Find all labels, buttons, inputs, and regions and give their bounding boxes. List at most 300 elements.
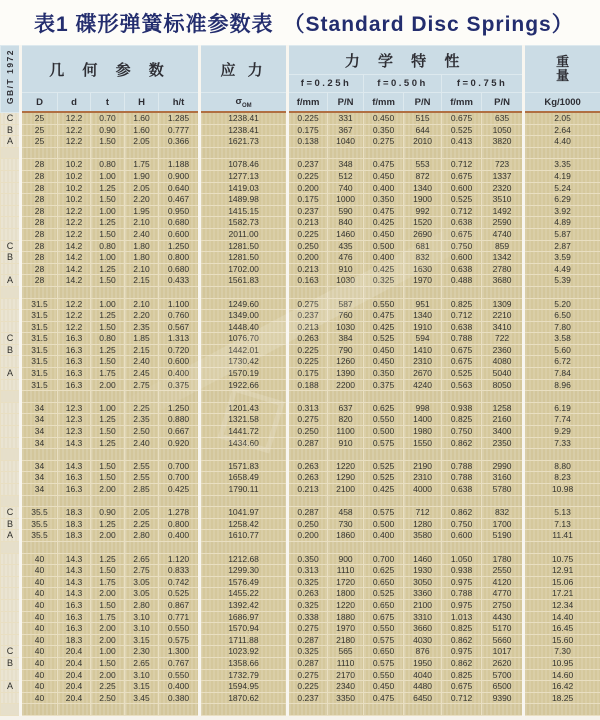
value-cell: 0.675 xyxy=(364,611,404,623)
value-cell xyxy=(91,449,125,461)
value-cell: 1700 xyxy=(482,518,524,530)
value-cell: 31.5 xyxy=(21,298,58,310)
col-header-ht: h/t xyxy=(159,93,200,113)
series-label-cell: C xyxy=(1,112,21,124)
value-cell: 0.450 xyxy=(364,112,404,124)
value-cell: 6.19 xyxy=(524,402,600,414)
value-cell: 3510 xyxy=(482,194,524,206)
value-cell: 6500 xyxy=(482,681,524,693)
table-row xyxy=(1,623,600,635)
value-cell: 1.50 xyxy=(91,426,125,438)
value-cell: 3580 xyxy=(404,530,442,542)
series-label-cell: B xyxy=(1,657,21,669)
value-cell: 28 xyxy=(21,252,58,264)
value-cell: 0.400 xyxy=(159,368,200,380)
value-cell: 0.625 xyxy=(364,565,404,577)
value-cell xyxy=(21,704,58,716)
value-cell: 1249.60 xyxy=(200,298,288,310)
value-cell: 0.625 xyxy=(364,402,404,414)
series-label-cell: B xyxy=(1,252,21,264)
value-cell: 40 xyxy=(21,646,58,658)
value-cell xyxy=(159,286,200,298)
value-cell: 2.85 xyxy=(125,484,159,496)
value-cell xyxy=(328,541,364,553)
value-cell: 28 xyxy=(21,194,58,206)
value-cell: 0.213 xyxy=(288,263,328,275)
series-label-cell xyxy=(1,565,21,577)
value-cell: 7.30 xyxy=(524,646,600,658)
value-cell: 1030 xyxy=(328,275,364,287)
value-cell: 1.25 xyxy=(91,518,125,530)
value-cell: 40 xyxy=(21,634,58,646)
value-cell: 1900 xyxy=(404,194,442,206)
series-label-cell xyxy=(1,704,21,716)
value-cell: 1610.77 xyxy=(200,530,288,542)
value-cell xyxy=(288,541,328,553)
value-cell: 2.25 xyxy=(125,518,159,530)
value-cell xyxy=(58,391,91,403)
value-cell: 1.188 xyxy=(159,159,200,171)
value-cell: 0.675 xyxy=(442,228,482,240)
value-cell: 12.3 xyxy=(58,426,91,438)
series-label-cell xyxy=(1,460,21,472)
value-cell: 35.5 xyxy=(21,518,58,530)
separator-row xyxy=(1,541,600,553)
value-cell: 832 xyxy=(404,252,442,264)
value-cell: 16.3 xyxy=(58,611,91,623)
value-cell: 1220 xyxy=(328,599,364,611)
value-cell: 458 xyxy=(328,507,364,519)
value-cell: 0.638 xyxy=(442,484,482,496)
value-cell: 0.70 xyxy=(91,112,125,124)
value-cell: 2.25 xyxy=(125,402,159,414)
series-label-cell: C xyxy=(1,507,21,519)
table-row xyxy=(1,426,600,438)
value-cell: 1040 xyxy=(328,136,364,148)
value-cell xyxy=(91,391,125,403)
table-row xyxy=(1,681,600,693)
value-cell xyxy=(58,495,91,507)
value-cell xyxy=(404,704,442,716)
series-label-cell xyxy=(1,588,21,600)
value-cell: 1220 xyxy=(328,460,364,472)
value-cell: 0.237 xyxy=(288,310,328,322)
col-header-H: H xyxy=(125,93,159,113)
value-cell: 10.2 xyxy=(58,194,91,206)
value-cell: 0.225 xyxy=(288,681,328,693)
value-cell: 0.500 xyxy=(364,240,404,252)
value-cell: 2.10 xyxy=(125,298,159,310)
table-row xyxy=(1,321,600,333)
value-cell: 1358.66 xyxy=(200,657,288,669)
value-cell xyxy=(404,449,442,461)
value-cell: 1550 xyxy=(404,437,442,449)
value-cell: 40 xyxy=(21,669,58,681)
value-cell: 367 xyxy=(328,124,364,136)
value-cell: 0.225 xyxy=(288,170,328,182)
value-cell: 0.375 xyxy=(159,379,200,391)
value-cell: 0.488 xyxy=(442,275,482,287)
value-cell: 0.712 xyxy=(442,310,482,322)
series-label-cell xyxy=(1,194,21,206)
value-cell: 2.00 xyxy=(91,379,125,391)
value-cell: 723 xyxy=(482,159,524,171)
value-cell: 1.85 xyxy=(125,333,159,345)
value-cell: 2100 xyxy=(328,484,364,496)
value-cell: 1238.41 xyxy=(200,112,288,124)
value-cell: 31.5 xyxy=(21,379,58,391)
value-cell: 722 xyxy=(482,333,524,345)
value-cell: 0.950 xyxy=(159,205,200,217)
value-cell: 2.80 xyxy=(125,599,159,611)
value-cell: 4.49 xyxy=(524,263,600,275)
table-row xyxy=(1,170,600,182)
value-cell xyxy=(200,286,288,298)
value-cell: 2670 xyxy=(404,368,442,380)
value-cell: 0.575 xyxy=(364,507,404,519)
value-cell: 0.825 xyxy=(442,669,482,681)
value-cell: 4120 xyxy=(482,576,524,588)
value-cell: 3.92 xyxy=(524,205,600,217)
value-cell: 859 xyxy=(482,240,524,252)
value-cell: 0.313 xyxy=(288,565,328,577)
value-cell: 0.638 xyxy=(442,321,482,333)
value-cell: 2.40 xyxy=(125,356,159,368)
value-cell: 4740 xyxy=(482,228,524,240)
value-cell xyxy=(364,391,404,403)
value-cell: 0.213 xyxy=(288,484,328,496)
value-cell xyxy=(58,286,91,298)
value-cell xyxy=(364,704,404,716)
value-cell: 2340 xyxy=(328,681,364,693)
value-cell: 14.2 xyxy=(58,263,91,275)
table-body xyxy=(1,112,600,715)
value-cell: 0.771 xyxy=(159,611,200,623)
value-cell: 1.00 xyxy=(91,298,125,310)
value-cell: 0.467 xyxy=(159,194,200,206)
value-cell: 3.05 xyxy=(125,576,159,588)
value-cell: 1201.43 xyxy=(200,402,288,414)
value-cell: 1576.49 xyxy=(200,576,288,588)
value-cell: 0.80 xyxy=(91,159,125,171)
series-label-cell xyxy=(1,449,21,461)
value-cell: 1.25 xyxy=(91,437,125,449)
value-cell: 0.825 xyxy=(442,298,482,310)
value-cell xyxy=(125,286,159,298)
table-row xyxy=(1,333,600,345)
value-cell: 1.50 xyxy=(91,599,125,611)
value-cell: 2.35 xyxy=(125,414,159,426)
table-row xyxy=(1,182,600,194)
value-cell: 20.4 xyxy=(58,669,91,681)
value-cell: 0.313 xyxy=(288,402,328,414)
value-cell: 34 xyxy=(21,426,58,438)
disc-spring-parameter-table xyxy=(0,45,600,716)
value-cell: 2200 xyxy=(328,379,364,391)
value-cell: 8.96 xyxy=(524,379,600,391)
value-cell: 3360 xyxy=(404,588,442,600)
value-cell: 35.5 xyxy=(21,507,58,519)
value-cell: 1.285 xyxy=(159,112,200,124)
value-cell: 1.75 xyxy=(91,611,125,623)
value-cell: 0.213 xyxy=(288,217,328,229)
value-cell: 3350 xyxy=(328,692,364,704)
table-row xyxy=(1,194,600,206)
value-cell: 2320 xyxy=(482,182,524,194)
value-cell: 14.3 xyxy=(58,553,91,565)
value-cell: 0.450 xyxy=(364,170,404,182)
value-cell: 876 xyxy=(404,646,442,658)
value-cell: 16.3 xyxy=(58,368,91,380)
series-label-cell: A xyxy=(1,275,21,287)
value-cell: 0.80 xyxy=(91,240,125,252)
value-cell: 10.2 xyxy=(58,170,91,182)
value-cell xyxy=(442,541,482,553)
value-cell: 14.40 xyxy=(524,611,600,623)
series-label-cell xyxy=(1,437,21,449)
value-cell: 20.4 xyxy=(58,692,91,704)
value-cell: 2.40 xyxy=(125,228,159,240)
value-cell: 2550 xyxy=(482,565,524,577)
value-cell: 0.400 xyxy=(364,252,404,264)
value-cell: 0.525 xyxy=(364,472,404,484)
value-cell: 0.550 xyxy=(159,669,200,681)
deflection-025h-header: f=0.25h xyxy=(288,75,364,93)
value-cell: 0.425 xyxy=(364,484,404,496)
value-cell: 1.25 xyxy=(91,414,125,426)
value-cell xyxy=(442,286,482,298)
value-cell: 0.650 xyxy=(364,576,404,588)
value-cell: 34 xyxy=(21,414,58,426)
value-cell xyxy=(200,704,288,716)
value-cell: 0.325 xyxy=(364,275,404,287)
value-cell xyxy=(159,391,200,403)
value-cell: 2.65 xyxy=(125,553,159,565)
value-cell xyxy=(328,147,364,159)
value-cell xyxy=(125,147,159,159)
value-cell: 40 xyxy=(21,565,58,577)
value-cell: 8.23 xyxy=(524,472,600,484)
value-cell: 14.2 xyxy=(58,240,91,252)
value-cell: 9.29 xyxy=(524,426,600,438)
value-cell: 0.567 xyxy=(159,321,200,333)
value-cell: 0.275 xyxy=(288,623,328,635)
value-cell: 0.650 xyxy=(364,646,404,658)
value-cell: 31.5 xyxy=(21,356,58,368)
value-cell: 1281.50 xyxy=(200,252,288,264)
table-row xyxy=(1,159,600,171)
value-cell: 3050 xyxy=(404,576,442,588)
value-cell xyxy=(200,541,288,553)
value-cell: 1277.13 xyxy=(200,170,288,182)
value-cell: 4770 xyxy=(482,588,524,600)
table-row xyxy=(1,136,600,148)
value-cell: 0.550 xyxy=(364,414,404,426)
value-cell: 0.750 xyxy=(442,426,482,438)
series-label-cell: C xyxy=(1,646,21,658)
value-cell: 992 xyxy=(404,205,442,217)
value-cell: 1.60 xyxy=(125,124,159,136)
value-cell: 590 xyxy=(328,205,364,217)
col-header-pn-3: P/N xyxy=(482,93,524,113)
value-cell: 1258 xyxy=(482,402,524,414)
standard-number-label: GB/T 1972 xyxy=(5,49,15,104)
value-cell: 2.40 xyxy=(125,437,159,449)
value-cell: 1.00 xyxy=(91,252,125,264)
value-cell: 40 xyxy=(21,692,58,704)
col-header-pn-1: P/N xyxy=(328,93,364,113)
series-label-cell xyxy=(1,286,21,298)
value-cell: 384 xyxy=(328,333,364,345)
value-cell: 512 xyxy=(328,170,364,182)
value-cell: 2.65 xyxy=(125,657,159,669)
value-cell: 1.00 xyxy=(91,646,125,658)
series-label-cell xyxy=(1,669,21,681)
series-label-cell xyxy=(1,379,21,391)
value-cell: 0.720 xyxy=(159,344,200,356)
value-cell: 3.35 xyxy=(524,159,600,171)
value-cell: 1570.94 xyxy=(200,623,288,635)
value-cell: 2690 xyxy=(404,228,442,240)
value-cell: 1.00 xyxy=(91,205,125,217)
value-cell xyxy=(524,286,600,298)
value-cell: 1880 xyxy=(328,611,364,623)
series-label-cell xyxy=(1,263,21,275)
col-header-d: d xyxy=(58,93,91,113)
value-cell: 1030 xyxy=(328,321,364,333)
value-cell: 2620 xyxy=(482,657,524,669)
value-cell: 0.788 xyxy=(442,460,482,472)
value-cell: 5780 xyxy=(482,484,524,496)
value-cell: 12.3 xyxy=(58,414,91,426)
value-cell: 16.3 xyxy=(58,333,91,345)
value-cell: 2.20 xyxy=(125,194,159,206)
value-cell: 2310 xyxy=(404,356,442,368)
value-cell xyxy=(442,495,482,507)
value-cell: 5.60 xyxy=(524,344,600,356)
table-row xyxy=(1,669,600,681)
value-cell: 1582.73 xyxy=(200,217,288,229)
value-cell: 1441.72 xyxy=(200,426,288,438)
geometry-section-header: 几 何 参 数 xyxy=(21,46,200,93)
value-cell: 998 xyxy=(404,402,442,414)
value-cell: 476 xyxy=(328,252,364,264)
value-cell xyxy=(404,495,442,507)
value-cell: 5.39 xyxy=(524,275,600,287)
value-cell xyxy=(125,391,159,403)
value-cell: 7.13 xyxy=(524,518,600,530)
value-cell: 1561.83 xyxy=(200,275,288,287)
value-cell: 1621.73 xyxy=(200,136,288,148)
value-cell: 0.225 xyxy=(288,344,328,356)
value-cell: 594 xyxy=(404,333,442,345)
value-cell: 1281.50 xyxy=(200,240,288,252)
value-cell: 1.100 xyxy=(159,298,200,310)
value-cell: 0.525 xyxy=(442,194,482,206)
value-cell: 1658.49 xyxy=(200,472,288,484)
value-cell: 1.50 xyxy=(91,275,125,287)
value-cell: 20.4 xyxy=(58,646,91,658)
value-cell: 1.00 xyxy=(91,170,125,182)
value-cell: 18.3 xyxy=(58,634,91,646)
value-cell: 0.788 xyxy=(442,472,482,484)
value-cell: 3.58 xyxy=(524,333,600,345)
value-cell: 1.50 xyxy=(91,228,125,240)
value-cell: 0.675 xyxy=(442,356,482,368)
value-cell: 0.525 xyxy=(442,124,482,136)
value-cell: 1.50 xyxy=(91,194,125,206)
table-row xyxy=(1,217,600,229)
weight-section-header xyxy=(524,46,600,93)
value-cell: 0.263 xyxy=(288,333,328,345)
value-cell: 1.25 xyxy=(91,553,125,565)
value-cell: 0.380 xyxy=(159,692,200,704)
value-cell: 1.25 xyxy=(91,182,125,194)
col-header-fmm-1: f/mm xyxy=(288,93,328,113)
value-cell: 2.00 xyxy=(91,588,125,600)
value-cell: 28 xyxy=(21,228,58,240)
value-cell: 1.80 xyxy=(125,240,159,252)
value-cell: 1337 xyxy=(482,170,524,182)
value-cell: 1.300 xyxy=(159,646,200,658)
value-cell: 20.4 xyxy=(58,681,91,693)
value-cell: 0.275 xyxy=(288,669,328,681)
value-cell: 435 xyxy=(328,240,364,252)
separator-row xyxy=(1,391,600,403)
series-label-cell xyxy=(1,298,21,310)
value-cell: 1860 xyxy=(328,530,364,542)
value-cell: 8.80 xyxy=(524,460,600,472)
value-cell: 28 xyxy=(21,263,58,275)
value-cell: 25 xyxy=(21,136,58,148)
value-cell: 0.680 xyxy=(159,217,200,229)
value-cell: 2.00 xyxy=(91,530,125,542)
value-cell: 0.225 xyxy=(288,112,328,124)
value-cell: 2.00 xyxy=(91,484,125,496)
table-row xyxy=(1,634,600,646)
table-row xyxy=(1,484,600,496)
value-cell: 1041.97 xyxy=(200,507,288,519)
value-cell: 12.2 xyxy=(58,228,91,240)
value-cell: 730 xyxy=(328,518,364,530)
value-cell: 1970 xyxy=(328,623,364,635)
value-cell: 0.575 xyxy=(364,634,404,646)
value-cell: 1570.19 xyxy=(200,368,288,380)
value-cell: 11.41 xyxy=(524,530,600,542)
col-header-D: D xyxy=(21,93,58,113)
value-cell: 1.90 xyxy=(125,170,159,182)
value-cell: 0.425 xyxy=(364,263,404,275)
value-cell: 900 xyxy=(328,553,364,565)
value-cell xyxy=(58,449,91,461)
value-cell: 0.550 xyxy=(159,623,200,635)
value-cell: 2100 xyxy=(404,599,442,611)
value-cell: 28 xyxy=(21,170,58,182)
value-cell: 1800 xyxy=(328,588,364,600)
value-cell: 0.975 xyxy=(442,576,482,588)
value-cell xyxy=(442,704,482,716)
series-label-cell xyxy=(1,147,21,159)
series-label-cell xyxy=(1,159,21,171)
value-cell: 0.375 xyxy=(364,379,404,391)
value-cell: 3160 xyxy=(482,472,524,484)
value-cell: 0.138 xyxy=(288,136,328,148)
value-cell: 0.275 xyxy=(288,414,328,426)
value-cell: 3.45 xyxy=(125,692,159,704)
value-cell xyxy=(328,449,364,461)
value-cell: 0.525 xyxy=(364,333,404,345)
value-cell: 10.2 xyxy=(58,159,91,171)
